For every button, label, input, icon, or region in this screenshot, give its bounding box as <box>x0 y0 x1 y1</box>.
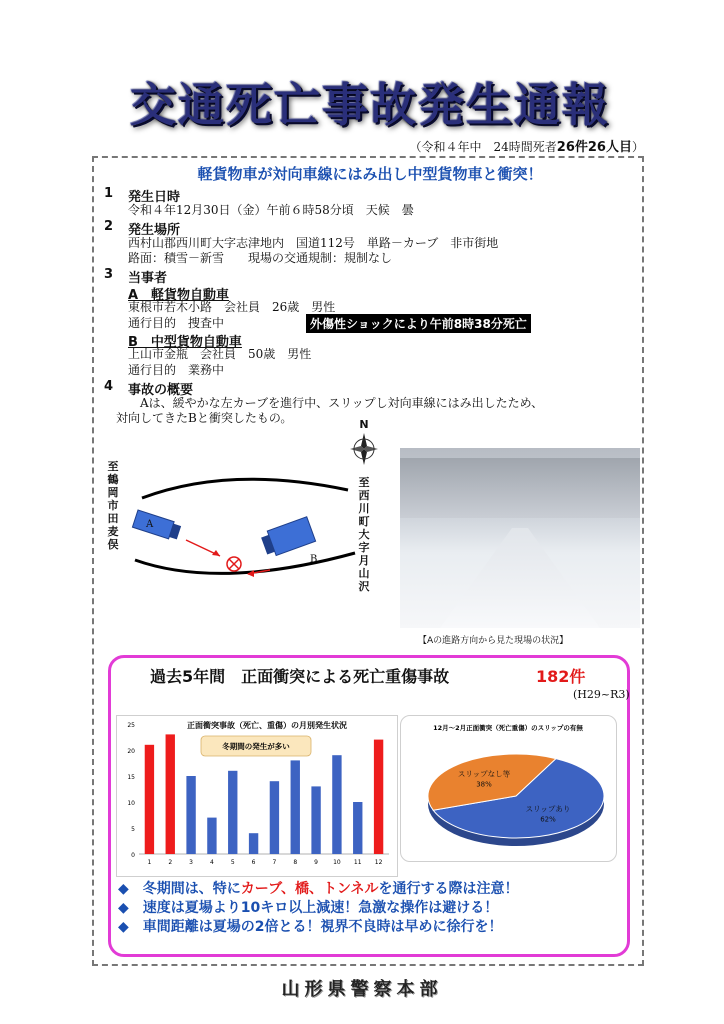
section-3-number: 3 <box>104 267 114 282</box>
tip-2: ◆ 速度は夏場より10キロ以上減速！急激な操作は避ける！ <box>118 900 499 916</box>
y-tick-label: 10 <box>127 800 135 807</box>
page-title: 交通死亡事故発生通報 <box>130 78 610 132</box>
photo-snowy-road <box>440 528 600 628</box>
summary-line-1: Aは、緩やかな左カーブを進行中、スリップし対向車線にはみ出したため、 <box>140 396 544 410</box>
bar-month-9 <box>311 786 320 854</box>
pie-label-0: スリップあり <box>525 804 571 814</box>
slip-pie-chart <box>400 715 617 862</box>
direction-right-label: 至西川町大字月山沢 <box>358 476 370 593</box>
bar-chart-svg <box>117 716 397 876</box>
vehicle-b-label: B <box>310 554 318 565</box>
vehicle-a-label: A <box>146 519 154 530</box>
monthly-bar-chart <box>116 715 398 877</box>
party-b-details: 上山市金瓶 会社員 50歳 男性 <box>128 347 312 361</box>
bar-month-10 <box>332 755 341 854</box>
photo-caption: 【Aの進路方向から見た現場の状況】 <box>418 636 569 646</box>
tip-1: ◆ 冬期間は、特にカーブ、橋、トンネルを通行する際は注意！ <box>118 881 519 897</box>
x-tick-label: 3 <box>189 859 193 866</box>
section-2-title: 発生場所 <box>128 223 181 238</box>
x-tick-label: 7 <box>272 859 277 866</box>
party-b-purpose: 通行目的 業務中 <box>128 363 225 377</box>
section-1-title: 発生日時 <box>128 190 181 205</box>
death-notice: 外傷性ショックにより午前8時38分死亡 <box>306 314 531 333</box>
y-tick-label: 0 <box>131 852 135 859</box>
bar-month-12 <box>374 740 383 854</box>
annotation-text: 冬期間の発生が多い <box>222 742 290 751</box>
road-condition: 路面：積雪－新雪 現場の交通規制：規制なし <box>128 251 393 265</box>
party-a-details: 東根市若木小路 会社員 26歳 男性 <box>128 300 336 314</box>
bar-chart-annotation <box>201 736 311 756</box>
section-2-number: 2 <box>104 219 114 234</box>
accident-headline: 軽貨物車が対向車線にはみ出し中型貨物車と衝突！ <box>197 165 543 183</box>
pie-chart-svg <box>401 716 616 861</box>
bar-month-2 <box>166 734 175 854</box>
bar-month-6 <box>249 833 258 854</box>
safety-tips <box>118 880 519 937</box>
bar-month-7 <box>270 781 279 854</box>
party-a-purpose: 通行目的 捜査中 <box>128 316 225 330</box>
x-tick-label: 9 <box>314 859 318 866</box>
road-lower-edge <box>135 553 355 573</box>
section-4-number: 4 <box>104 379 114 394</box>
x-tick-label: 8 <box>293 859 298 866</box>
bar-month-1 <box>145 745 154 854</box>
statistics-title: 過去5年間 正面衝突による死亡重傷事故 <box>150 667 450 686</box>
compass-icon <box>349 431 379 467</box>
y-tick-label: 25 <box>127 722 135 729</box>
x-tick-label: 11 <box>353 859 362 866</box>
bar-month-4 <box>207 818 216 854</box>
x-tick-label: 6 <box>251 859 256 866</box>
bar-month-3 <box>186 776 195 854</box>
bar-month-11 <box>353 802 362 854</box>
pie-label-1: スリップなし等 <box>457 769 511 779</box>
bar-month-8 <box>291 760 300 854</box>
section-1-number: 1 <box>104 186 114 201</box>
accident-diagram <box>120 470 360 600</box>
bar-chart-title: 正面衝突事故（死亡、重傷）の月別発生状況 <box>187 721 347 730</box>
pie-pct-1: 38% <box>476 780 492 789</box>
y-tick-label: 20 <box>127 748 135 755</box>
section-4-title: 事故の概要 <box>128 383 194 398</box>
photo-trees <box>400 458 640 518</box>
x-tick-label: 2 <box>168 859 173 866</box>
y-tick-label: 15 <box>127 774 135 781</box>
summary-line-2: 対向してきたBと衝突したもの。 <box>116 411 293 425</box>
x-tick-label: 4 <box>210 859 214 866</box>
occurrence-location: 西村山郡西川町大字志津地内 国道112号 単路－カーブ 非市街地 <box>128 236 499 250</box>
occurrence-datetime: 令和４年12月30日（金）午前６時58分頃 天候 曇 <box>128 203 414 217</box>
direction-left-label: 至鶴岡市田麦俣 <box>107 460 119 551</box>
section-3-title: 当事者 <box>128 271 168 286</box>
bar-month-5 <box>228 771 237 854</box>
compass-north-label: N <box>359 418 369 431</box>
y-tick-label: 5 <box>131 826 135 833</box>
tip-3: ◆ 車間距離は夏場の2倍とる！視界不良時は早めに徐行を！ <box>118 919 503 935</box>
fatality-count-note: （令和４年中 24時間死者26件26人目） <box>409 140 644 155</box>
pie-pct-0: 62% <box>540 815 556 824</box>
issuer-name: 山形県警察本部 <box>281 979 443 1000</box>
x-tick-label: 12 <box>374 859 383 866</box>
x-tick-label: 10 <box>333 859 341 866</box>
statistics-count: 182件 <box>536 667 586 686</box>
statistics-period: (H29~R3) <box>573 688 630 701</box>
vehicle-a-icon <box>132 510 181 541</box>
party-a-title: A 軽貨物自動車 <box>128 288 230 303</box>
scene-photo <box>400 448 640 628</box>
x-tick-label: 1 <box>147 859 152 866</box>
vehicle-b-icon <box>260 517 316 559</box>
party-b-title: B 中型貨物自動車 <box>128 335 242 350</box>
x-tick-label: 5 <box>230 859 235 866</box>
compass-rose <box>349 418 379 470</box>
road-upper-edge <box>142 479 348 498</box>
pie-chart-title: 12月～2月正面衝突（死亡重傷）のスリップの有無 <box>433 724 583 732</box>
